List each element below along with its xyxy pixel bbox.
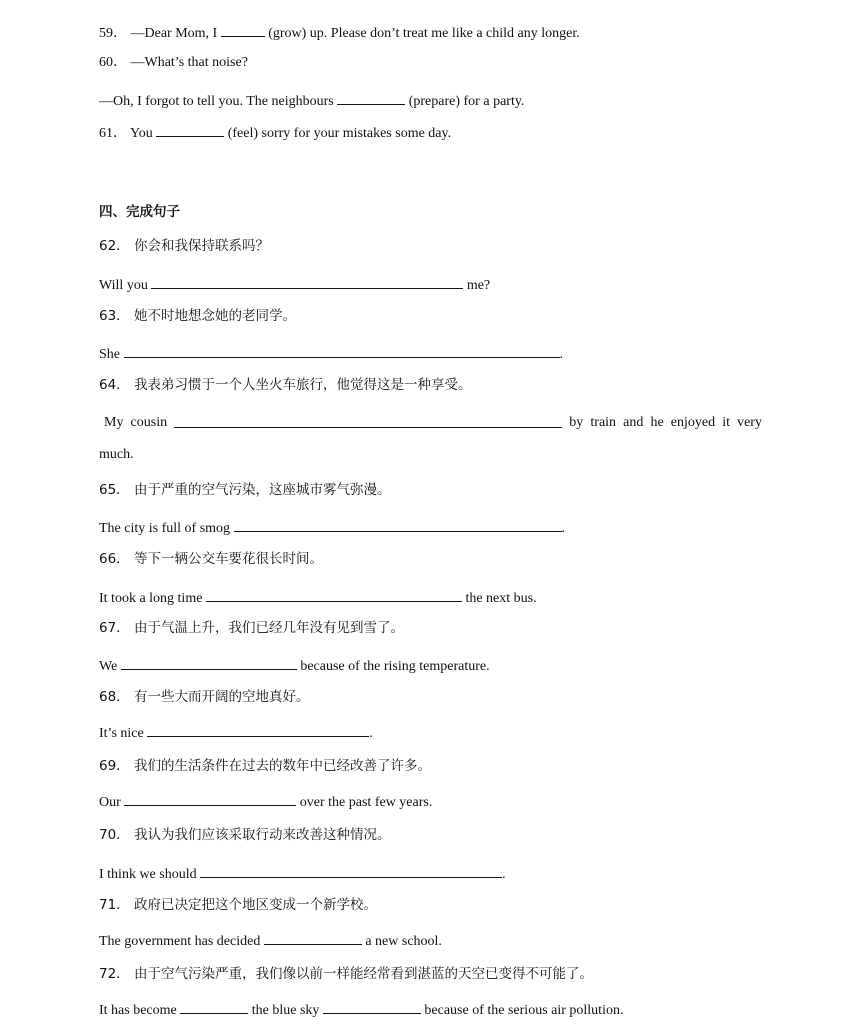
sentence-before-blank: You — [129, 126, 153, 141]
chinese-prompt: 你会和我保持联系吗？ — [133, 238, 269, 254]
item-64-english — [99, 414, 762, 432]
dialogue-question: —What’s that noise? — [130, 55, 248, 70]
question-number: 61． — [99, 126, 127, 141]
chinese-prompt: 我们的生活条件在过去的数年中已经改善了许多。 — [133, 758, 431, 774]
item-71-chinese — [99, 896, 377, 914]
question-60-answer-line — [99, 91, 524, 111]
answer-blank[interactable] — [264, 931, 362, 945]
sentence-before-blank: It’s nice — [99, 726, 144, 741]
answer-blank[interactable] — [124, 344, 560, 358]
item-70-english — [99, 864, 506, 884]
item-71-english — [99, 931, 442, 951]
sentence-after-blank: because of the serious air pollution. — [424, 1003, 624, 1018]
question-number: 63． — [99, 308, 130, 324]
item-72-chinese — [99, 965, 593, 983]
sentence-before-blank: Will you — [99, 278, 148, 293]
sentence-after-blank: the next bus. — [465, 591, 537, 606]
question-60 — [99, 54, 248, 72]
sentence-before-blank: I think we should — [99, 867, 197, 882]
sentence-before-blank: —Oh, I forgot to tell you. The neighbours — [99, 94, 334, 109]
answer-blank[interactable] — [174, 414, 562, 428]
sentence-word: enjoyed — [670, 415, 716, 430]
answer-blank[interactable] — [151, 275, 463, 289]
sentence-after-blank: . — [561, 521, 566, 536]
sentence-word: cousin — [130, 415, 168, 430]
chinese-prompt: 我表弟习惯于一个人坐火车旅行，他觉得这是一种享受。 — [133, 377, 472, 393]
answer-blank[interactable] — [180, 1000, 248, 1014]
sentence-before-blank: It has become — [99, 1003, 177, 1018]
sentence-before-blank: We — [99, 659, 118, 674]
sentence-word: very — [737, 415, 762, 430]
sentence-word: train — [590, 415, 617, 430]
answer-blank[interactable] — [234, 518, 562, 532]
sentence-word: by — [569, 415, 584, 430]
item-68-chinese — [99, 688, 309, 706]
sentence-word: and — [623, 415, 644, 430]
answer-blank[interactable] — [121, 656, 297, 670]
answer-blank[interactable] — [337, 91, 405, 105]
sentence-after-blank: . — [559, 347, 563, 362]
question-61 — [99, 123, 451, 143]
question-number: 69． — [99, 758, 130, 774]
answer-blank[interactable] — [147, 723, 369, 737]
sentence-before-blank: Our — [99, 795, 121, 810]
item-65-english — [99, 518, 565, 538]
question-number: 66． — [99, 551, 130, 567]
answer-blank[interactable] — [206, 588, 462, 602]
answer-blank[interactable] — [200, 864, 502, 878]
chinese-prompt: 由于气温上升，我们已经几年没有见到雪了。 — [133, 620, 404, 636]
answer-blank[interactable] — [323, 1000, 421, 1014]
sentence-word: he — [650, 415, 664, 430]
question-number: 72． — [99, 966, 130, 982]
sentence-before-blank: She — [99, 347, 120, 362]
chinese-prompt: 等下一辆公交车要花很长时间。 — [133, 551, 323, 567]
item-62-chinese — [99, 237, 269, 255]
question-number: 70． — [99, 827, 130, 843]
sentence-word: My — [104, 415, 124, 430]
question-59 — [99, 23, 580, 43]
sentence-after-blank: (feel) sorry for your mistakes some day. — [227, 126, 452, 141]
chinese-prompt: 她不时地想念她的老同学。 — [133, 308, 296, 324]
question-number: 64． — [99, 377, 130, 393]
answer-blank[interactable] — [156, 123, 224, 137]
sentence-before-blank: —Dear Mom, I — [130, 26, 218, 41]
item-63-chinese — [99, 307, 296, 325]
question-number: 71． — [99, 897, 130, 913]
chinese-prompt: 政府已决定把这个地区变成一个新学校。 — [133, 897, 377, 913]
item-62-english — [99, 275, 490, 295]
sentence-after-blank: (grow) up. Please don’t treat me like a child any longer. — [268, 26, 580, 41]
item-67-english — [99, 656, 490, 676]
question-number: 62． — [99, 238, 130, 254]
item-68-english — [99, 723, 373, 743]
sentence-after-blank: me? — [466, 278, 491, 293]
question-number: 68． — [99, 689, 130, 705]
answer-blank[interactable] — [221, 23, 265, 37]
sentence-after-blank: . — [502, 867, 506, 882]
sentence-after-blank: a new school. — [365, 934, 442, 949]
sentence-after-blank: . — [369, 726, 373, 741]
chinese-prompt: 我认为我们应该采取行动来改善这种情况。 — [133, 827, 391, 843]
sentence-before-blank: The city is full of smog — [99, 521, 231, 536]
chinese-prompt: 由于严重的空气污染，这座城市雾气弥漫。 — [133, 482, 391, 498]
question-number: 59． — [99, 26, 127, 41]
item-64-english-cont: much. — [99, 447, 134, 462]
item-65-chinese — [99, 481, 390, 499]
sentence-after-blank: because of the rising temperature. — [300, 659, 490, 674]
item-70-chinese — [99, 826, 390, 844]
sentence-after-blank: over the past few years. — [299, 795, 433, 810]
answer-blank[interactable] — [124, 792, 296, 806]
item-64-chinese — [99, 376, 471, 394]
item-67-chinese — [99, 619, 404, 637]
sentence-middle: the blue sky — [251, 1003, 320, 1018]
section-title: 四、完成句子 — [99, 204, 180, 220]
item-69-chinese — [99, 757, 431, 775]
chinese-prompt: 有一些大而开阔的空地真好。 — [133, 689, 310, 705]
question-number: 65． — [99, 482, 130, 498]
sentence-after-blank: (prepare) for a party. — [408, 94, 525, 109]
question-number: 60． — [99, 55, 127, 70]
sentence-word: it — [722, 415, 730, 430]
item-69-english — [99, 792, 432, 812]
item-66-chinese — [99, 550, 323, 568]
item-72-english — [99, 1000, 623, 1020]
item-63-english — [99, 344, 563, 364]
item-66-english — [99, 588, 537, 608]
sentence-before-blank: The government has decided — [99, 934, 261, 949]
sentence-before-blank: It took a long time — [99, 591, 203, 606]
chinese-prompt: 由于空气污染严重，我们像以前一样能经常看到湛蓝的天空已变得不可能了。 — [133, 966, 593, 982]
question-number: 67． — [99, 620, 130, 636]
